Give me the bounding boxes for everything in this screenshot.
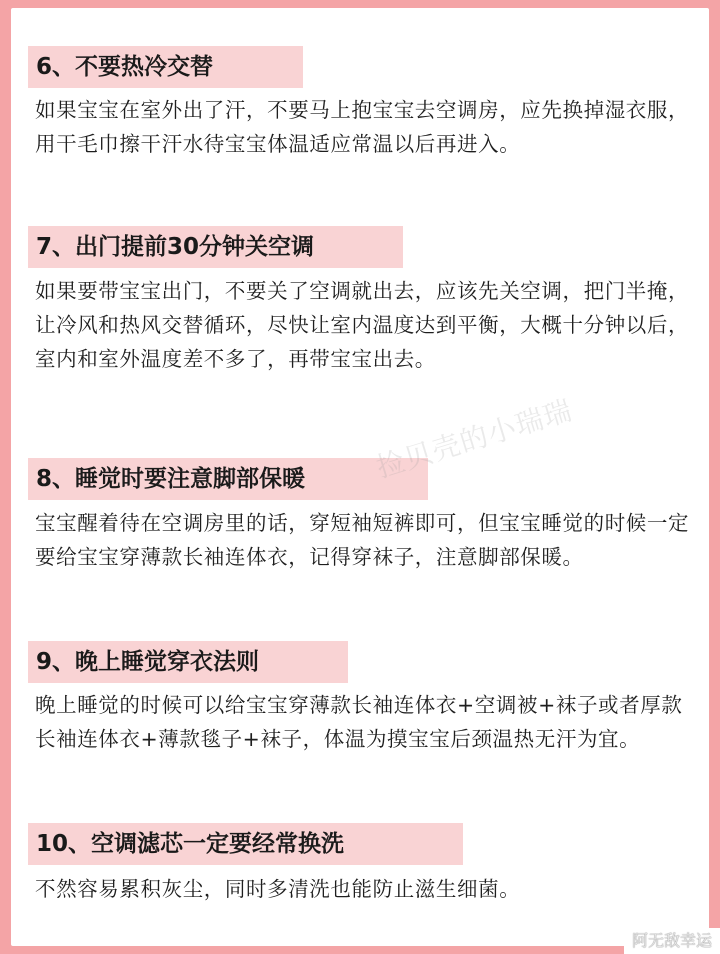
section-body: 如果要带宝宝出门，不要关了空调就出去，应该先关空调，把门半掩，让冷风和热风交替循环，尽快让室内温度达到平衡，大概十分钟以后，室内和室外温度差不多了，再带宝宝出去。 — [35, 279, 690, 371]
section-body: 宝宝醒着待在空调房里的话，穿短袖短裤即可，但宝宝睡觉的时候一定要给宝宝穿薄款长袖连体衣，记得穿袜子，注意脚部保暖。 — [35, 511, 690, 569]
watermark: 捡贝壳的小瑞瑞 — [372, 393, 577, 485]
section-body: 如果宝宝在室外出了汗，不要马上抱宝宝去空调房，应先换掉湿衣服，用干毛巾擦干汗水待宝宝体温适应常温以后再进入。 — [35, 98, 690, 156]
document-card — [11, 8, 709, 946]
section-heading: 9、晚上睡觉穿衣法则 — [28, 641, 348, 683]
section-heading: 10、空调滤芯一定要经常换洗 — [28, 823, 463, 865]
section-heading: 7、出门提前30分钟关空调 — [28, 226, 403, 268]
section-heading: 8、睡觉时要注意脚部保暖 — [28, 458, 428, 500]
section-body: 晚上睡觉的时候可以给宝宝穿薄款长袖连体衣+空调被+袜子或者厚款长袖连体衣+薄款毯子+袜子，体温为摸宝宝后颈温热无汗为宜。 — [35, 693, 683, 751]
section-heading: 6、不要热冷交替 — [28, 46, 303, 88]
section-body: 不然容易累积灰尘，同时多清洗也能防止滋生细菌。 — [35, 877, 521, 901]
author-signature: 阿无敌幸运 — [624, 928, 720, 954]
